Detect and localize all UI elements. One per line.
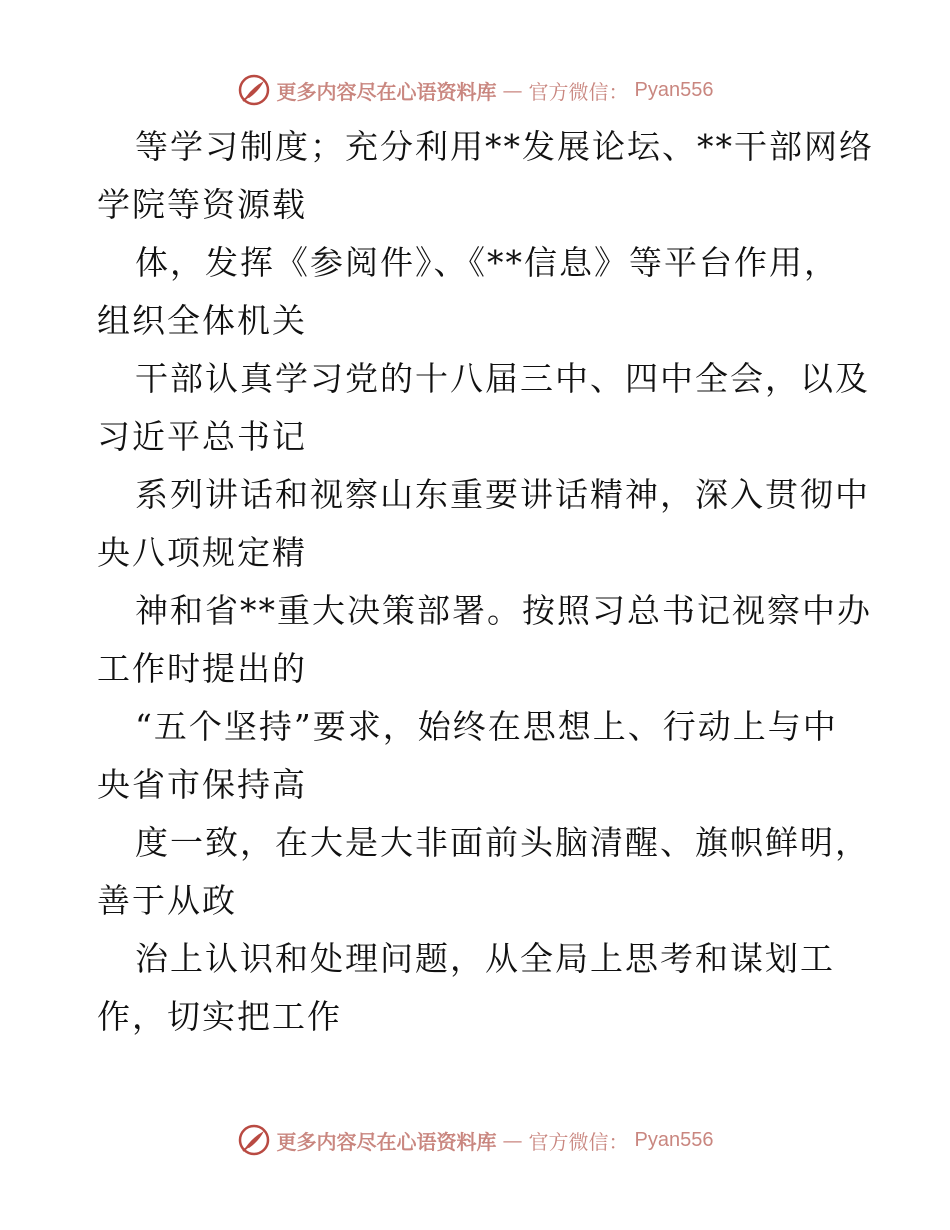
footer-watermark bbox=[0, 1120, 950, 1160]
watermark-separator: — bbox=[502, 1128, 523, 1152]
watermark-label: 官方微信： bbox=[528, 1129, 629, 1154]
watermark-brand: 更多内容尽在心语资料库 bbox=[276, 79, 497, 104]
text-line: 央省市保持高 bbox=[97, 765, 307, 804]
text-line: “五个坚持”要求，始终在思想上、行动上与中 bbox=[135, 707, 838, 746]
text-line: 学院等资源载 bbox=[97, 185, 307, 224]
header-watermark bbox=[0, 70, 950, 110]
text-line: 系列讲话和视察山东重要讲话精神，深入贯彻中 bbox=[135, 475, 870, 514]
text-line: 等学习制度；充分利用**发展论坛、**干部网络 bbox=[135, 127, 874, 166]
watermark-label: 官方微信： bbox=[528, 79, 629, 104]
document-body bbox=[97, 118, 874, 1046]
text-line: 作，切实把工作 bbox=[97, 997, 342, 1036]
text-line: 央八项规定精 bbox=[97, 533, 307, 572]
watermark-id: Pyan556 bbox=[634, 78, 714, 101]
text-line: 组织全体机关 bbox=[97, 301, 307, 340]
watermark-brand: 更多内容尽在心语资料库 bbox=[276, 1129, 497, 1154]
quill-logo-icon bbox=[237, 73, 271, 107]
watermark-separator: — bbox=[502, 78, 523, 102]
quill-logo-icon bbox=[237, 1123, 271, 1157]
text-line: 干部认真学习党的十八届三中、四中全会，以及 bbox=[135, 359, 870, 398]
text-line: 度一致，在大是大非面前头脑清醒、旗帜鲜明， bbox=[135, 823, 870, 862]
text-line: 善于从政 bbox=[97, 881, 237, 920]
text-line: 体，发挥《参阅件》、《**信息》等平台作用， bbox=[135, 243, 839, 282]
watermark-id: Pyan556 bbox=[634, 1128, 714, 1151]
text-line: 治上认识和处理问题，从全局上思考和谋划工 bbox=[135, 939, 835, 978]
text-line: 工作时提出的 bbox=[97, 649, 307, 688]
text-line: 神和省**重大决策部署。按照习总书记视察中办 bbox=[135, 591, 872, 630]
text-line: 习近平总书记 bbox=[97, 417, 307, 456]
